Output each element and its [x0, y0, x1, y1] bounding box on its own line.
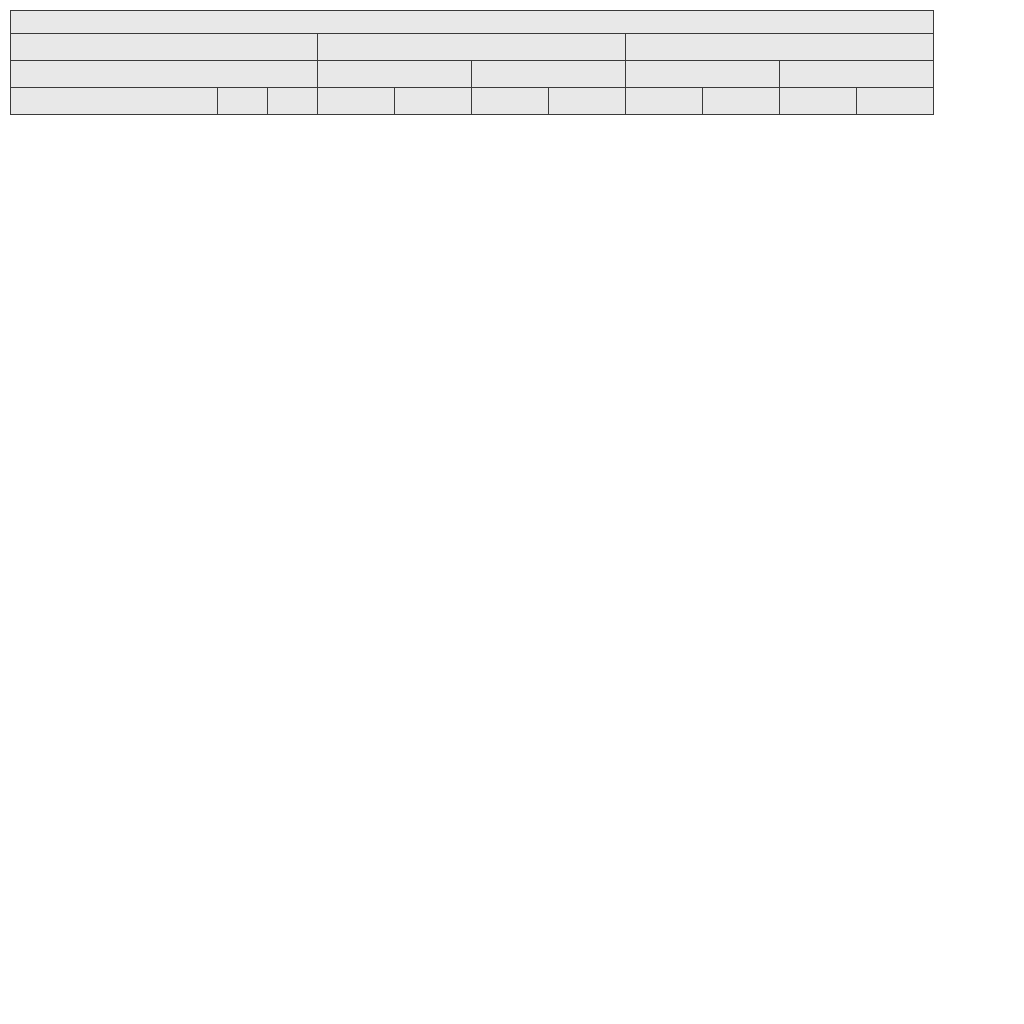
- column-header-oblique: [472, 88, 549, 115]
- mode-header-avg-high: [472, 61, 626, 88]
- column-header-city: [11, 88, 218, 115]
- column-header-oblique: [857, 88, 934, 115]
- group-header-row: [11, 34, 934, 61]
- mode-header-std-low: [626, 61, 780, 88]
- column-header-oblique: [395, 88, 472, 115]
- column-header-id: [218, 88, 268, 115]
- column-header-oblique: [549, 88, 626, 115]
- table-title: [11, 11, 934, 34]
- column-header-oblique: [318, 88, 395, 115]
- title-row: [11, 11, 934, 34]
- date-range: [11, 34, 318, 61]
- column-header-oblique: [780, 88, 857, 115]
- group-header-standard-deviation: [626, 34, 934, 61]
- colorbar-gradient: [951, 32, 964, 388]
- column-header-oblique: [626, 88, 703, 115]
- column-header-row: [11, 88, 934, 115]
- column-header-oblique: [703, 88, 780, 115]
- mode-header-std-high: [780, 61, 934, 88]
- mode-header-avg-low: [318, 61, 472, 88]
- mode-header-row: [11, 61, 934, 88]
- column-header-freq: [268, 88, 318, 115]
- group-header-average: [318, 34, 626, 61]
- section-header-site-info: [11, 61, 318, 88]
- stats-table: [10, 10, 934, 115]
